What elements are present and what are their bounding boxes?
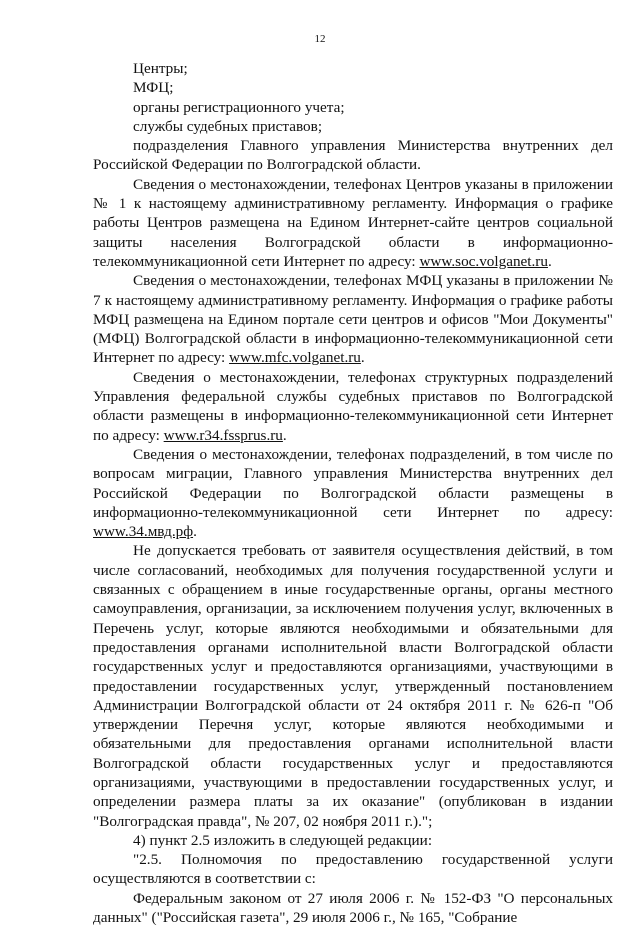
paragraph-prohibit: Не допускается требовать от заявителя осуществления действий, в том числе согласований, необходимых для получения государственной услуги и связанных с обращением в иные государственные органы, органы местного самоуправления, организации, за исключением получения услуг, включенных в Перечень услуг, которые являются необходимыми и обязательными для предоставления органами исполнительной власти Волгоградской области государственных услуг и предоставляются организациями, участвующими в предоставлении государственных услуг, утвержденный постановлением Администрации Волгоградской области от 24 октября 2011 г. № 626-п "Об утверждении Перечня услуг, которые являются необходимыми и обязательными для предоставления органами исполнительной власти Волгоградской области государственных услуг и предоставляются организациями, участвующими в предоставлении государственных услуг, и определении размера платы за их оказание" (опубликован в издании "Волгоградская правда", № 207, 02 ноября 2011 г.).";: [93, 542, 613, 830]
list-item: Центры;: [133, 60, 188, 77]
paragraph-gumvd: подразделения Главного управления Министерства внутренних дел Российской Федерации по Волгоградской области.: [93, 137, 613, 174]
paragraph-text: Сведения о местонахождении, телефонах подразделений, в том числе по вопросам миграции, Главного управления Министерства внутренних дел Российской Федерации по Волгоградской области размещены в информационно-телекоммуникационной сети Интернет по адресу:: [93, 445, 613, 521]
centers-site-link[interactable]: www.soc.volganet.ru: [419, 252, 548, 270]
period: .: [547, 252, 552, 270]
paragraph-mfc: [93, 271, 613, 367]
fssp-site-link[interactable]: www.r34.fssprus.ru: [163, 426, 283, 444]
paragraph-2-5: "2.5. Полномочия по предоставлению государственной услуги осуществляются в соответствии с:: [93, 851, 613, 888]
paragraph-federal-law: Федеральным законом от 27 июля 2006 г. № 152-ФЗ "О персональных данных" ("Российская газета", 29 июля 2006 г., № 165, "Собрание: [93, 889, 613, 927]
list-item: органы регистрационного учета;: [133, 98, 345, 116]
mfc-site-link[interactable]: www.mfc.volganet.ru: [229, 349, 361, 367]
page-number: 12: [314, 33, 326, 45]
period: .: [282, 426, 287, 444]
document-body: [93, 59, 613, 927]
paragraph-fssp: [93, 368, 613, 445]
period: .: [193, 523, 197, 541]
paragraph-item4: 4) пункт 2.5 изложить в следующей редакции:: [133, 831, 433, 849]
paragraph-text: Сведения о местонахождении, телефонах Центров указаны в приложении № 1 к настоящему административному регламенту. Информация о графике работы Центров размещена на Едином Интернет-сайте центров социальной защиты населения Волгоградской области в информационно-телекоммуникационной сети Интернет по адресу:: [93, 175, 613, 270]
paragraph-mvd: [93, 445, 613, 541]
paragraph-text: Сведения о местонахождении, телефонах структурных подразделений Управления федеральной службы судебных приставов по Волгоградской области размещены в информационно-телекоммуникационной сети Интернет по адресу:: [93, 368, 613, 444]
paragraph-centers: [93, 175, 613, 271]
paragraph-text: Сведения о местонахождении, телефонах МФЦ указаны в приложении № 7 к настоящему административному регламенту. Информация о графике работы МФЦ размещена на Едином портале сети центров и офисов "Мои Документы" (МФЦ) Волгоградской области в информационно-телекоммуникационной сети Интернет по адресу:: [93, 272, 613, 367]
list-item: службы судебных приставов;: [133, 117, 323, 135]
mvd-site-link[interactable]: www.34.мвд.рф: [93, 523, 194, 541]
list-item: МФЦ;: [133, 79, 174, 97]
period: .: [360, 349, 365, 367]
